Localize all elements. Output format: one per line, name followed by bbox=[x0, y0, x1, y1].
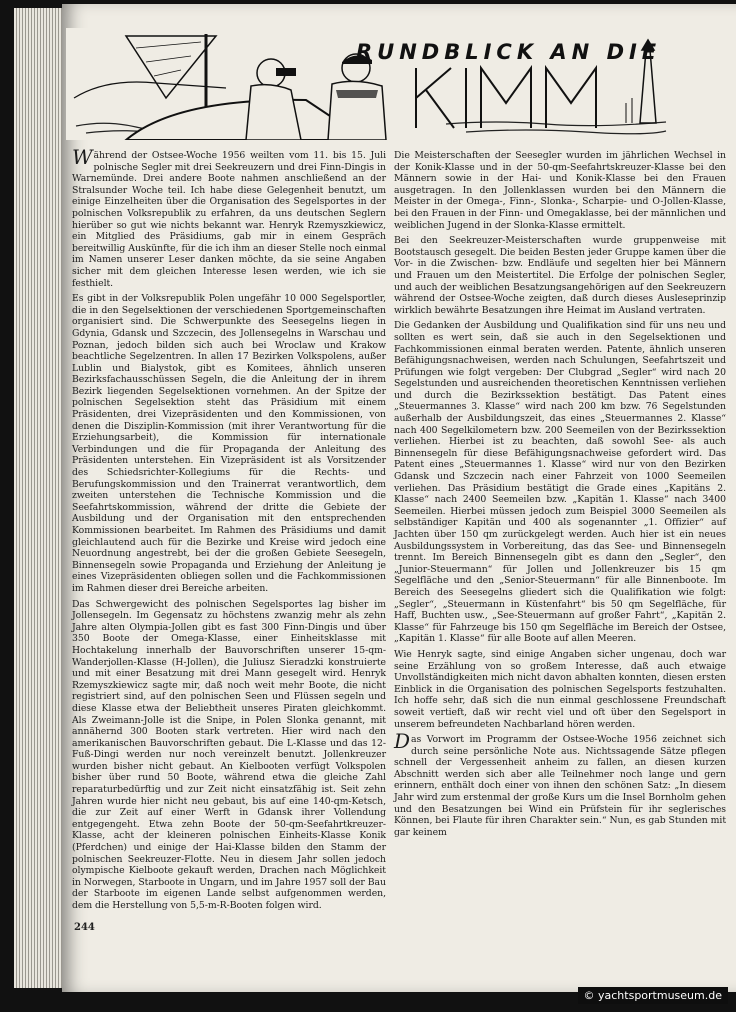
headline-title: RUNDBLICK AN DIE bbox=[356, 40, 662, 64]
paragraph: Die Meisterschaften der Seesegler wurden im jährlichen Wechsel in der Konik-Klasse und in der 50-qm-Seefahrtskreuzer-Klasse bei den Männern sowie in der Hai- und Konik-Klasse bei den Frauen ausgetragen. In den Jollenklassen wurden bei den Männern die Meister in der Omega-, Finn-, Slonka-, Scharpie- und O-Jollen-Klasse, bei den Frauen in der Finn- und Omegaklasse, bei der männlichen und weiblichen Jugend in der Slonka-Klasse ermittelt. bbox=[394, 150, 726, 231]
article-column-left bbox=[72, 145, 386, 916]
paragraph: Es gibt in der Volksrepublik Polen ungefähr 10 000 Segelsportler, die in den Segelsektionen der verschiedenen Sportgemeinschaften organisiert sind. Die Schwerpunkte des Seesegelns liegen in Gdynia, Gdansk und Szczecin, des Jollensegelns in Warschau und Poznan, jedoch bilden sich auch bei Wroclaw und Krakow beachtliche Segelzentren. In allen 17 Bezirken Volkspolens, außer Lublin und Bialystok, gibt es Komitees, ähnlich unseren Bezirksfachausschüssen Segeln, die die Anleitung der in ihrem Bezirk liegenden Segelsektionen vornehmen. An der Spitze der polnischen Segelsektion steht das Präsidium mit einem Präsidenten, drei Vizepräsidenten und den Kommissionen, von denen die Disziplin-Kommission (mit ihrer Verantwortung für die Erziehungsarbeit), die Kommission für internationale Verbindungen und die für Propaganda der Anleitung des Präsidenten unterstehen. Ein Vizepräsident ist als Vorsitzender des Schiedsrichter-Kollegiums für die Rechts- und Berufungskommission und den Trainerrat verantwortlich, dem zweiten unterstehen die Technische Kommission und die Seefahrtskommission, während der dritte die Gebiete der Ausbildung und der Organisation mit den entsprechenden Kommissionen bearbeitet. Im Rahmen des Präsidiums und damit gleichlautend auch für die Bezirke und Kreise wird jedoch eine Neuordnung angestrebt, bei der die großen Gebiete Seesegeln, Binnensegeln sowie Propaganda und Erziehung der Anleitung je eines Vizepräsidenten obliegen sollen und die Fachkommissionen im Rahmen dieser drei Bereiche arbeiten. bbox=[72, 293, 386, 594]
paragraph: Wie Henryk sagte, sind einige Angaben sicher ungenau, doch war seine Erzählung von so großem Interesse, daß auch etwaige Unvollständigkeiten mich nicht davon abhalten konnten, diesen ersten Einblick in die Organisation des polnischen Segelsports festzuhalten. Ich hoffe sehr, daß sich die nun einmal geschlossene Freundschaft soweit vertieft, daß wir recht viel und oft über den Segelsport in unserem befreundeten Nachbarland hören werden. bbox=[394, 648, 726, 730]
paragraph: Das Vorwort im Programm der Ostsee-Woche 1956 zeichnet sich durch seine persönliche Note aus. Nichtssagende Sätze pflegen schnell der Vergessenheit anheim zu fallen, an diesen kurzen Abschnitt werden sich aber alle Teilnehmer noch lange und gern erinnern, enthält doch einer von ihnen den schönen Satz: „In diesem Jahr wird zum erstenmal der große Kurs um die Insel Bornholm gehen und den Besatzungen bei Wind ein Prüfstein für ihr seglerisches Können, bei Flaute für ihren Charakter sein.“ Nun, es gab Stunden mit gar keinem bbox=[394, 729, 726, 838]
paragraph: Das Schwergewicht des polnischen Segelsportes lag bisher im Jollensegeln. Im Gegensatz zu höchstens zwanzig mehr als zehn Jahre alten Olympia-Jollen gibt es fast 300 Finn-Dingis und über 350 Boote der Omega-Klasse, einer Einheitsklasse mit Hochtakelung innerhalb der Bauvorschriften unserer 15-qm-Wanderjollen-Klasse (H-Jollen), die Juliusz Sieradzki konstruierte und mit einer Besatzung mit drei Mann gesegelt wird. Henryk Rzemyszkiewicz sagte mir, daß noch weit mehr Boote, die nicht registriert sind, auf den polnischen Seen und Flüssen segeln und diese Klasse etwa der Beliebtheit unseres Piraten gleichkommt. Als Zweimann-Jolle ist die Snipe, in Polen Slonka genannt, mit annähernd 300 Booten stark vertreten. Hier wird nach den amerikanischen Bauvorschriften gebaut. Die L-Klasse und das 12-Fuß-Dingi werden nur noch vereinzelt benutzt. Jollenkreuzer wurden bisher nicht gebaut. An Kielbooten verfügt Volkspolen bisher über rund 50 Boote, während etwa die gleiche Zahl reparaturbedürftig und zur Zeit nicht einsatzfähig ist. Seit zehn Jahren wurde hier nicht neu gebaut, bis auf eine 140-qm-Ketsch, die zur Zeit auf einer Werft in Gdansk ihrer Vollendung entgegengeht. Etwa zehn Boote der 50-qm-Seefahrtkreuzer-Klasse, acht der kleineren polnischen Einheits-Klasse Konik (Pferdchen) und einige der Hai-Klasse bilden den Stamm der polnischen Seekreuzer-Flotte. Neu in diesem Jahr sollen jedoch olympische Kielboote gekauft werden, Drachen nach Möglichkeit in Norwegen, Starboote in Ungarn, und im Jahre 1957 soll der Bau der Starboote im eigenen Lande selbst aufgenommen werden, dem die Herstellung von 5,5-m-R-Booten folgen wird. bbox=[72, 598, 386, 911]
drop-cap: D bbox=[394, 729, 410, 754]
article-column-right bbox=[394, 150, 726, 842]
paragraph: Während der Ostsee-Woche 1956 weilten vom 11. bis 15. Juli polnische Segler mit drei Seekreuzern und drei Finn-Dingis in Warnemünde. Drei andere Boote nahmen anschließend an der Stralsunder Woche teil. Ich habe diese Gelegenheit benutzt, um einige Einzelheiten über die Organisation des Segelsportes in der polnischen Volksrepublik zu erfahren, da uns deutschen Seglern hierüber so gut wie nichts bekannt war. Henryk Rzemyszkiewicz, ein Mitglied des Präsidiums, gab mir in einem Gespräch bereitwillig Auskünfte, für die ich ihm an dieser Stelle noch einmal im Namen unserer Leser danken möchte, da sie seine Angaben sicher mit dem gleichen Interesse lesen werden, wie ich sie festhielt. bbox=[72, 145, 386, 289]
page-stack-edge bbox=[14, 8, 68, 988]
drop-cap: W bbox=[72, 145, 93, 169]
paragraph: Bei den Seekreuzer-Meisterschaften wurde gruppenweise mit Bootstausch gesegelt. Die beiden Besten jeder Gruppe kamen über die Vor- in die Zwischen- bzw. Endläufe und segelten hier bei Männern und Frauen um den Meistertitel. Die Erfolge der polnischen Segler, und auch der weiblichen Besatzungsangehörigen auf den Seekreuzern während der Ostsee-Woche zeigten, daß durch dieses Ausleseprinzip wirklich bewährte Besatzungen ihre Heimat im Ausland vertraten. bbox=[394, 235, 726, 316]
paragraph: Die Gedanken der Ausbildung und Qualifikation sind für uns neu und sollten es wert sein, daß sie auch in den Segelsektionen und Fachkommissionen einmal beraten werden. Patente, ähnlich unseren Befähigungsnachweisen, werden nach Schulungen, Seefahrtszeit und Prüfungen wie folgt vergeben: Der Clubgrad „Segler“ wird nach 20 Segelstunden und ausreichenden theoretischen Kenntnissen verliehen und durch die Bezirkssektion bestätigt. Das Patent eines „Steuermannes 3. Klasse“ wird nach 200 km bzw. 76 Segelstunden außerhalb der Ausbildungszeit, das eines „Steuermannes 2. Klasse“ nach 400 Segelkilometern bzw. 200 Seemeilen von der Bezirkssektion verliehen. Hierbei ist zu beachten, daß sowohl See- als auch Binnensegeln für diese Befähigungsnachweise gefordert wird. Das Patent eines „Steuermannes 1. Klasse“ wird nur von den Bezirken Gdansk und Szczecin nach einer Fahrzeit von 1000 Seemeilen verliehen. Das Präsidium bestätigt die Grade eines „Kapitäns 2. Klasse“ nach 2400 Seemeilen bzw. „Kapitän 1. Klasse“ nach 3400 Seemeilen. Hierbei müssen jedoch zum Beispiel 3000 Seemeilen als selbständiger Kapitän und 400 als sogenannter „1. Offizier“ auf Jachten über 150 qm zurückgelegt werden. Auch hier ist ein neues Ausbildungssystem in Vorbereitung, das das See- und Binnensegeln trennt. Im Bereich Binnensegeln gibt es dann den „Segler“, den „Junior-Steuermann“ für Jollen und Jollenkreuzer bis 15 qm Segelfläche und den „Senior-Steuermann“ für alle Binnenboote. Im Bereich des Seesegelns gliedert sich die Qualifikation wie folgt: „Segler“, „Steuermann in Küstenfahrt“ bis 50 qm Segelfläche, für Haff, Buchten usw., „See-Steuermann auf großer Fahrt“, „Kapitän 2. Klasse“ für Fahrzeuge bis 150 qm Segelfläche im Bereich der Ostsee, „Kapitän 1. Klasse“ für alle Boote auf allen Meeren. bbox=[394, 320, 726, 645]
watermark: © yachtsportmuseum.de bbox=[578, 987, 728, 1004]
page-number: 244 bbox=[74, 922, 95, 933]
